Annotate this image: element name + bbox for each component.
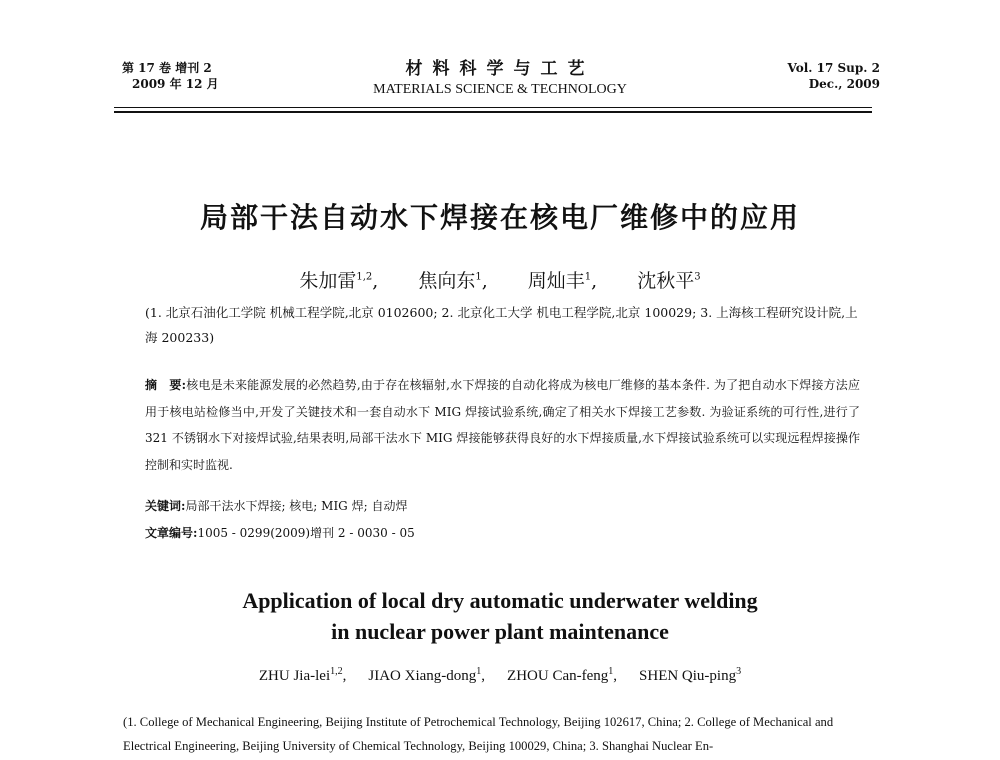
author-en: SHEN Qiu-ping$^3$ (639, 666, 742, 684)
paper-title-en-line2: in nuclear power plant maintenance (331, 619, 669, 644)
journal-title-en: MATERIALS SCIENCE & TECHNOLOGY (373, 82, 627, 97)
affiliation-cn: (1. 北京石油化工学院 机械工程学院,北京 0102600; 2. 北京化工大学 机电工程学院,北京 100029; 3. 上海核工程研究设计院,上海 200233) (145, 305, 858, 345)
author-list-en: ZHU Jia-lei$^{1,2}$, JIAO Xiang-dong$^1$, ZHOU Can-feng$^1$, SHEN Qiu-ping$^3$ (258, 666, 742, 684)
paper-title-cn: 局部干法自动水下焊接在核电厂维修中的应用 (199, 201, 800, 234)
paper-title-en-line1: Application of local dry automatic underwater welding (242, 588, 758, 613)
article-number-text: 1005 - 0299(2009)增刊 2 - 0030 - 05 (197, 526, 415, 540)
date-en: Dec., 2009 (808, 77, 880, 91)
author-cn: 朱加雷$^{1,2}$ (299, 270, 373, 292)
abstract-label: 摘 要: (145, 378, 186, 392)
author-list-cn: 朱加雷$^{1,2}$, 焦向东$^1$, 周灿丰$^1$, 沈秋平$^3$ (299, 270, 701, 292)
keywords-label: 关键词: (145, 499, 186, 513)
affiliation-en: (1. College of Mechanical Engineering, Beijing Institute of Petrochemical Technology, Beijing 102617, China; 2. College of Mechanical and Electrical Engineering, Beijing University of Chemical Technology, Beijing 100029, China; 3. Shanghai Nuclear En- (123, 715, 834, 753)
journal-title-cn: 材料科学与工艺 (405, 59, 595, 79)
volume-cn: 第 17 卷 增刊 2 (122, 61, 212, 75)
abstract-text: 核电是未来能源发展的必然趋势,由于存在核辐射,水下焊接的自动化将成为核电厂维修的基本条件. 为了把自动水下焊接方法应用于核电站检修当中,开发了关键技术和一套自动水下 MIG 焊接试验系统,确定了相关水下焊接工艺参数. 为验证系统的可行性,进行了 321 不锈钢水下对接焊试验,结果表明,局部干法水下 MIG 焊接能够获得良好的水下焊接质量,水下焊接试验系统可以实现远程焊接操作控制和实时监视. (145, 378, 860, 472)
header-right (788, 60, 881, 92)
author-cn: 沈秋平$^3$ (637, 270, 701, 292)
header-rule-thin (114, 107, 872, 108)
article-number (145, 524, 415, 541)
abstract-cn (145, 372, 860, 478)
header-rule-thick (114, 111, 872, 113)
paper-title-en (0, 585, 1000, 647)
author-cn: 周灿丰$^1$ (527, 270, 592, 292)
author-en: JIAO Xiang-dong$^1$ (368, 666, 482, 684)
date-cn: 2009 年 12 月 (132, 77, 219, 91)
volume-en: Vol. 17 Sup. 2 (787, 61, 880, 75)
article-number-label: 文章编号: (145, 526, 198, 540)
author-en: ZHOU Can-feng$^1$ (507, 666, 614, 684)
keywords-cn (145, 497, 407, 514)
author-cn: 焦向东$^1$ (418, 270, 482, 292)
keywords-text: 局部干法水下焊接; 核电; MIG 焊; 自动焊 (185, 499, 408, 513)
author-en: ZHU Jia-lei$^{1,2}$ (258, 666, 343, 684)
